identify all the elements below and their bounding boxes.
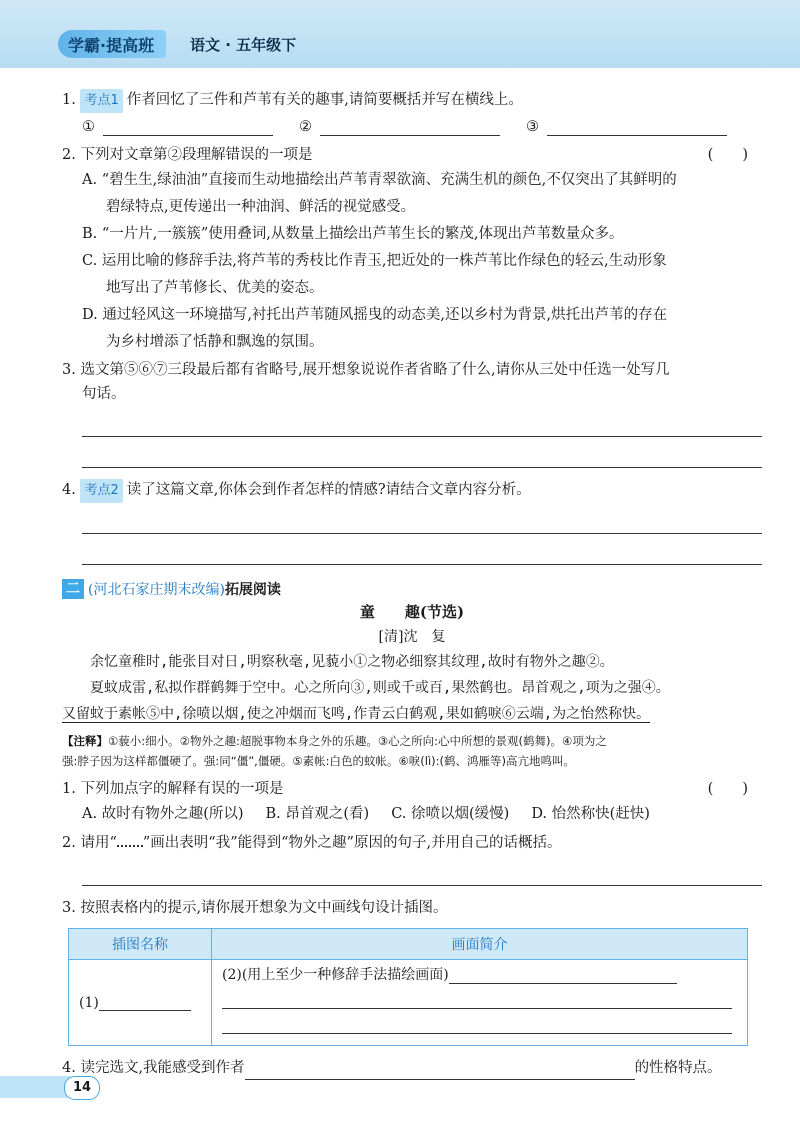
answer-line[interactable] — [82, 437, 762, 468]
key-point-tag: 考点1 — [80, 89, 122, 113]
section-number: 二 — [62, 579, 84, 599]
page-number: 14 — [64, 1076, 100, 1100]
passage-paragraph-1: 余忆童稚时,能张目对日,明察秋毫,见藐小①之物必细察其纹理,故时有物外之趣②。 — [90, 654, 614, 670]
extended-question-1-options — [82, 801, 762, 827]
footer-bar — [0, 1076, 70, 1098]
question-1: 1. 考点1 作者回忆了三件和芦苇有关的趣事,请简要概括并写在横线上。 — [62, 88, 762, 113]
option-d: D. 怡然称快(赶快) — [531, 806, 650, 822]
answer-blank-3[interactable] — [547, 119, 727, 136]
answer-blank[interactable] — [245, 1063, 635, 1080]
option-c: C. 徐喷以烟(缓慢) — [391, 806, 510, 822]
answer-paren[interactable]: ( ) — [707, 147, 748, 163]
key-point-tag: 考点2 — [80, 479, 122, 503]
answer-line[interactable] — [82, 503, 762, 534]
answer-blank[interactable] — [449, 967, 677, 984]
worksheet-content — [62, 88, 762, 1080]
passage-paragraph-2: 夏蚊成雷,私拟作群鹤舞于空中。心之所向③,则或千或百,果然鹤也。昂首观之,项为之强④。 — [90, 680, 670, 696]
passage-paragraph-3: 又留蚊于素帐⑤中,徐喷以烟,使之冲烟而飞鸣,作青云白鹤观,果如鹤唳⑥云端,为之怡然称快。 — [62, 706, 651, 722]
answer-line[interactable] — [82, 406, 762, 437]
table-cell-description: (2)(用上至少一种修辞手法描绘画面) — [212, 960, 748, 1046]
passage-title: 童 趣(节选) — [359, 603, 465, 621]
table-cell-name: (1) — [69, 960, 212, 1046]
option-d: D. 通过轻风这一环境描写,衬托出芦苇随风摇曳的动态美,还以乡村为背景,烘托出芦苇的存在 为乡村增添了恬静和飘逸的氛围。 — [82, 307, 668, 350]
annotation: 【注释】①藐小:细小。②物外之趣:超脱事物本身之外的乐趣。③心之所向:心中所想的景观(鹤舞)。④项为之 强:脖子因为这样都僵硬了。强:同“僵”,僵硬。⑤素帐:白色的蚊帐。⑥唳(lì):(鹤、鸿雁等)高亢地鸣叫。 — [62, 734, 607, 768]
answer-line[interactable] — [82, 534, 762, 565]
answer-line[interactable] — [82, 855, 762, 886]
answer-line[interactable] — [222, 984, 732, 1009]
table-header-description: 画面简介 — [212, 929, 748, 960]
extended-question-1: 1. 下列加点字的解释有误的一项是 ( ) — [62, 777, 762, 801]
table-header-name: 插图名称 — [69, 929, 212, 960]
page-header — [0, 0, 800, 68]
question-1-blanks: ① ② ③ — [82, 113, 762, 141]
section-source: (河北石家庄期末改编) — [88, 582, 225, 598]
option-a: A. “碧生生,绿油油”直接而生动地描绘出芦苇青翠欲滴、充满生机的颜色,不仅突出了其鲜明的 碧绿特点,更传递出一种油润、鲜活的视觉感受。 — [82, 172, 677, 215]
option-c: C. 运用比喻的修辞手法,将芦苇的秀枝比作青玉,把近处的一株芦苇比作绿色的轻云,生动形象 地写出了芦苇修长、优美的姿态。 — [82, 253, 667, 296]
section-2-header — [62, 579, 762, 599]
extended-question-4: 4. 读完选文,我能感受到作者 的性格特点。 — [62, 1056, 762, 1080]
illustration-table — [68, 928, 748, 1046]
passage-author: [清]沈 复 — [378, 629, 446, 645]
option-a: A. 故时有物外之趣(所以) — [82, 806, 244, 822]
extended-question-3: 3. 按照表格内的提示,请你展开想象为文中画线句设计插图。 — [62, 900, 448, 916]
answer-blank-1[interactable] — [103, 119, 273, 136]
answer-blank[interactable] — [99, 994, 191, 1011]
subject-label: 语文 · 五年级下 — [190, 35, 297, 54]
brand-badge: 学霸·提高班 — [58, 30, 166, 58]
answer-line[interactable] — [222, 1009, 732, 1034]
wavy-line-icon — [117, 835, 143, 847]
question-2: 2. 下列对文章第②段理解错误的一项是 ( ) — [62, 143, 762, 167]
answer-blank-2[interactable] — [320, 119, 500, 136]
option-b: B. “一片片,一簇簇”使用叠词,从数量上描绘出芦苇生长的繁茂,体现出芦苇数量众多。 — [82, 226, 624, 242]
question-3: 3. 选文第⑤⑥⑦三段最后都有省略号,展开想象说说作者省略了什么,请你从三处中任选一处写几 句话。 — [62, 362, 670, 402]
extended-question-2: 2. 请用“ ”画出表明“我”能得到“物外之趣”原因的句子,并用自己的话概括。 — [62, 835, 562, 851]
answer-paren[interactable]: ( ) — [707, 781, 748, 797]
option-b: B. 昂首观之(看) — [265, 806, 370, 822]
section-label: 拓展阅读 — [224, 582, 281, 598]
question-4: 4. 考点2 读了这篇文章,你体会到作者怎样的情感?请结合文章内容分析。 — [62, 478, 762, 503]
